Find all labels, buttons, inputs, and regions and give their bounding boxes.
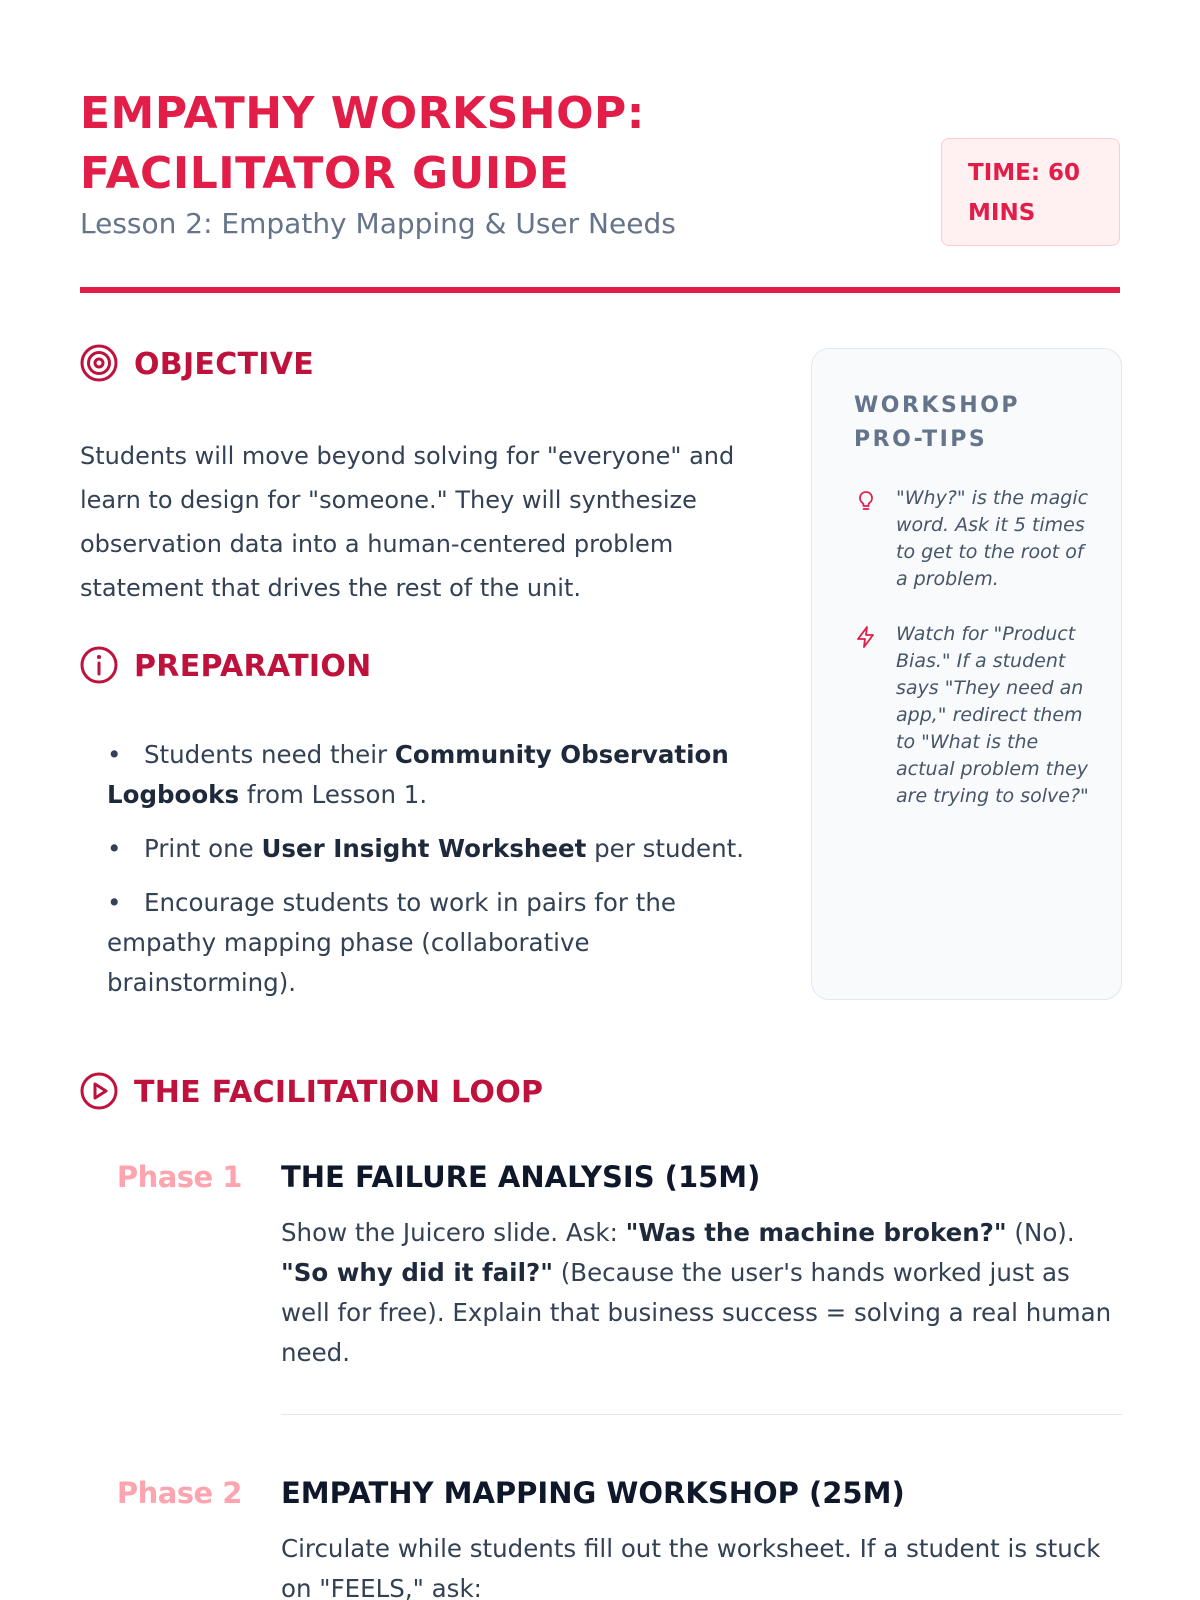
phase-divider — [281, 1414, 1122, 1415]
target-icon — [80, 344, 120, 384]
lightbulb-icon — [854, 489, 878, 513]
phase-label: Phase 1 — [116, 1160, 242, 1194]
bullet: • — [107, 834, 122, 863]
title-line-2: FACILITATOR GUIDE — [80, 148, 570, 199]
tip-item — [854, 485, 1099, 593]
phase-text — [281, 1213, 1121, 1373]
bullet: • — [107, 888, 122, 917]
loop-title: THE FACILITATION LOOP — [134, 1074, 544, 1110]
phase-body — [281, 1473, 1121, 1600]
phase-title: EMPATHY MAPPING WORKSHOP (25M) — [281, 1476, 905, 1510]
bullet: • — [107, 740, 122, 769]
time-badge-line-1: TIME: 60 — [968, 160, 1081, 186]
tip-text: "Why?" is the magic word. Ask it 5 times to get to the root of a problem. — [896, 487, 1089, 590]
list-item-text: Encourage students to work in pairs for the empathy mapping phase (collaborative brainstorming). — [107, 888, 676, 997]
time-badge-line-2: MINS — [968, 200, 1036, 226]
list-item — [107, 735, 747, 815]
header-divider — [80, 287, 1120, 293]
list-item — [107, 829, 747, 869]
phase-text-part: (Because the user's hands worked just as well for free). Explain that business success = solving a real human need. — [281, 1258, 1112, 1367]
list-item-text: per student. — [586, 834, 745, 863]
phase-title: THE FAILURE ANALYSIS (15M) — [281, 1160, 761, 1194]
phase-text-part: (No). — [1006, 1218, 1075, 1247]
preparation-heading — [80, 646, 372, 686]
objective-heading — [80, 344, 314, 384]
pro-tips-card — [811, 348, 1122, 1000]
play-circle-icon — [80, 1072, 120, 1112]
list-item-emphasis: Community Observation Logbooks — [107, 740, 729, 809]
phase-text: Circulate while students fill out the worksheet. If a student is stuck on "FEELS," ask: — [281, 1534, 1101, 1600]
info-icon — [80, 646, 120, 686]
preparation-list — [107, 735, 747, 1017]
list-item-emphasis: User Insight Worksheet — [261, 834, 587, 863]
title-line-1: EMPATHY WORKSHOP: — [80, 88, 645, 139]
page-header — [80, 84, 1120, 294]
phase-text-part: Show the Juicero slide. Ask: — [281, 1218, 626, 1247]
list-item — [107, 883, 747, 1003]
phase-text-emphasis: "So why did it fail?" — [281, 1258, 553, 1287]
tip-text: Watch for "Product Bias." If a student says "They need an app," redirect them to "What is the actual problem they are trying to solve?" — [896, 623, 1089, 807]
list-item-text: Print one — [144, 834, 262, 863]
objective-text: Students will move beyond solving for "everyone" and learn to design for "someone." They will synthesize observation data into a human-centered problem statement that drives the rest of the unit. — [80, 442, 735, 602]
lightning-icon — [854, 625, 878, 649]
pro-tips-title: WORKSHOP PRO-TIPS — [854, 393, 1021, 452]
phase-label: Phase 2 — [116, 1476, 242, 1510]
loop-heading — [80, 1072, 543, 1112]
time-badge — [941, 138, 1120, 246]
list-item-text: from Lesson 1. — [239, 780, 428, 809]
objective-title: OBJECTIVE — [134, 346, 315, 382]
preparation-title: PREPARATION — [134, 648, 372, 684]
phase-text-emphasis: "Was the machine broken?" — [625, 1218, 1007, 1247]
phase-body — [281, 1157, 1121, 1373]
list-item-text: Students need their — [144, 740, 395, 769]
tip-item — [854, 621, 1099, 810]
page-subtitle: Lesson 2: Empathy Mapping & User Needs — [80, 207, 676, 240]
